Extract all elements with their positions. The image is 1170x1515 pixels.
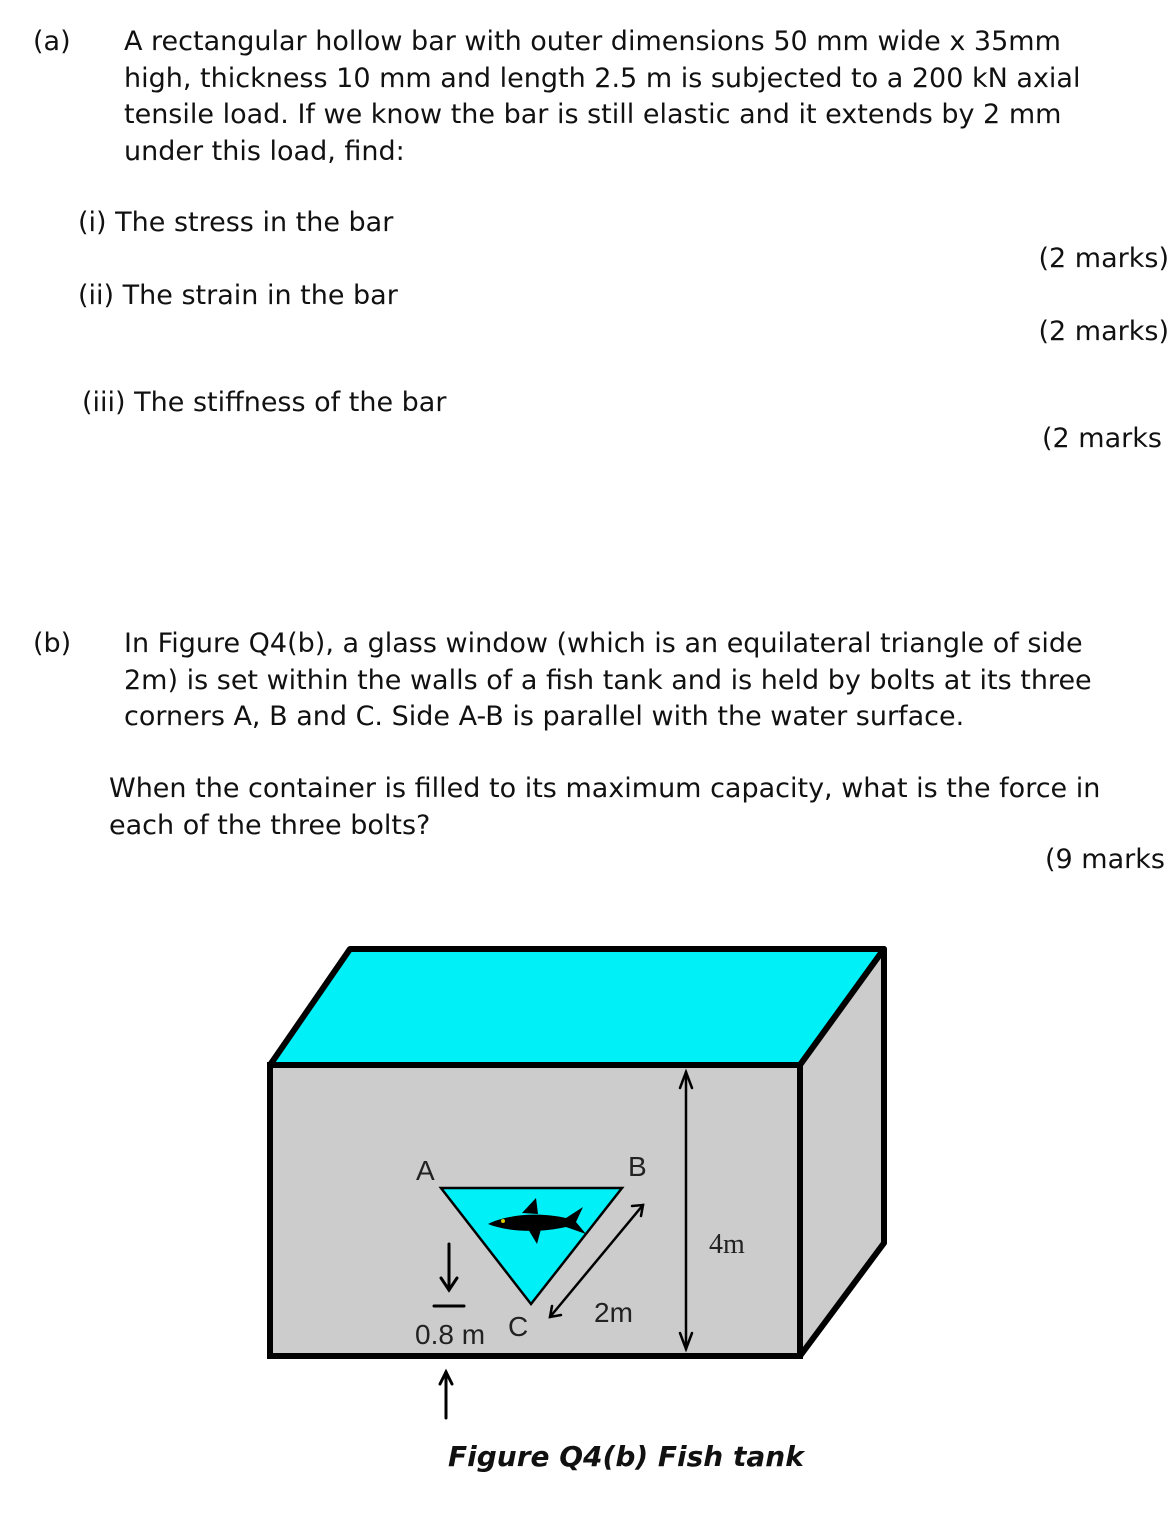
tank-water-surface <box>270 949 884 1065</box>
part-a-line: under this load, find: <box>124 135 405 167</box>
part-b-marks: (9 marks <box>1045 844 1165 875</box>
part-b-prompt-line: When the container is filled to its maximum capacity, what is the force in <box>109 773 1101 804</box>
item-ii-text: (ii) The strain in the bar <box>78 280 398 311</box>
part-a-line: A rectangular hollow bar with outer dimensions 50 mm wide x 35mm <box>124 26 1061 57</box>
part-a-label: (a) <box>33 26 71 57</box>
part-b-line: In Figure Q4(b), a glass window (which is an equilateral triangle of side <box>124 628 1083 659</box>
part-b-prompt-line: each of the three bolts? <box>109 809 431 841</box>
item-i-text: (i) The stress in the bar <box>78 207 394 238</box>
part-b-line: corners A, B and C. Side A-B is parallel with the water surface. <box>124 701 965 732</box>
label-height: 4m <box>709 1229 745 1260</box>
part-b-label: (b) <box>33 628 72 659</box>
label-depth: 0.8 m <box>415 1319 486 1350</box>
label-c: C <box>508 1311 529 1342</box>
part-a-line: tensile load. If we know the bar is still elastic and it extends by 2 mm <box>124 99 1062 130</box>
part-a-line: high, thickness 10 mm and length 2.5 m is subjected to a 200 kN axial <box>124 62 1081 94</box>
label-a: A <box>416 1155 435 1186</box>
label-side: 2m <box>594 1297 633 1328</box>
label-b: B <box>628 1151 647 1182</box>
item-iii-text: (iii) The stiffness of the bar <box>82 387 447 418</box>
item-i-marks: (2 marks) <box>1038 243 1169 274</box>
part-b-line: 2m) is set within the walls of a fish tank and is held by bolts at its three <box>124 664 1092 696</box>
item-ii-marks: (2 marks) <box>1038 316 1169 347</box>
figure-caption: Figure Q4(b) Fish tank <box>448 1440 804 1473</box>
shark-eye <box>501 1219 505 1223</box>
item-iii-marks: (2 marks <box>1042 423 1162 454</box>
